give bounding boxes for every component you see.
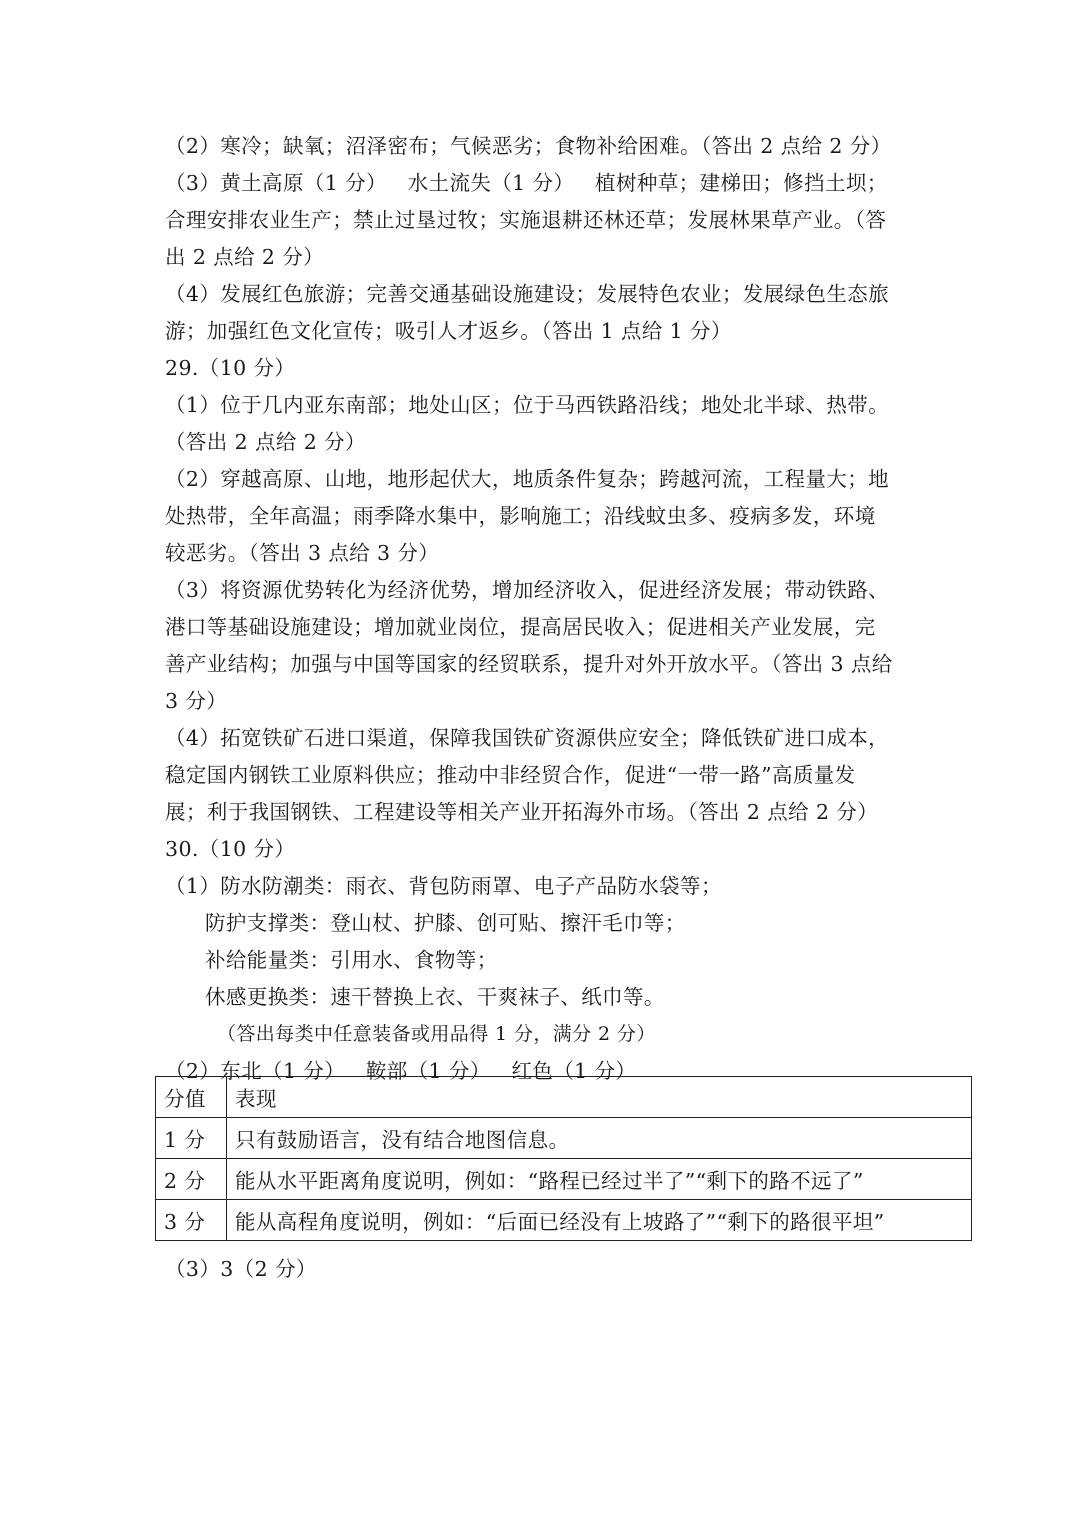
table-row bbox=[156, 1200, 972, 1241]
table-row bbox=[156, 1118, 972, 1159]
scoring-note: （答出每类中任意装备或用品得 1 分，满分 2 分） bbox=[217, 1023, 656, 1045]
text-line: （答出 2 点给 2 分） bbox=[165, 430, 366, 454]
text-line: （2）寒冷；缺氧；沼泽密布；气候恶劣；食物补给困难。（答出 2 点给 2 分） bbox=[165, 134, 892, 158]
answer-29-3 bbox=[165, 572, 925, 720]
text-line: （3）黄土高原（1 分） 水土流失（1 分） 植树种草；建梯田；修挡土坝； bbox=[165, 171, 888, 195]
answer-29-4 bbox=[165, 720, 925, 831]
answer-content bbox=[165, 128, 925, 1090]
text-line: 港口等基础设施建设；增加就业岗位，提高居民收入；促进相关产业发展，完 bbox=[165, 615, 876, 639]
text-line: 30.（10 分） bbox=[165, 837, 296, 861]
scoring-table bbox=[155, 1076, 972, 1241]
text-line: （1）位于几内亚东南部；地处山区；位于马西铁路沿线；地处北半球、热带。 bbox=[165, 393, 890, 417]
text-line: （3）将资源优势转化为经济优势，增加经济收入，促进经济发展；带动铁路、 bbox=[165, 578, 890, 602]
answer-29-2 bbox=[165, 461, 925, 572]
text-line: 善产业结构；加强与中国等国家的经贸联系，提升对外开放水平。（答出 3 点给 bbox=[165, 652, 893, 676]
table-header-cell: 分值 bbox=[156, 1077, 227, 1118]
text-line: 休感更换类：速干替换上衣、干爽袜子、纸巾等。 bbox=[205, 985, 665, 1009]
table-cell: 1 分 bbox=[156, 1118, 227, 1159]
table-header-cell: 表现 bbox=[227, 1077, 972, 1118]
text-line: 3 分） bbox=[165, 689, 228, 713]
text-line: 游；加强红色文化宣传；吸引人才返乡。（答出 1 点给 1 分） bbox=[165, 319, 732, 343]
text-line: （3）3（2 分） bbox=[165, 1257, 317, 1281]
answer-28-2 bbox=[165, 128, 925, 165]
table-cell: 3 分 bbox=[156, 1200, 227, 1241]
text-line: （1）防水防潮类：雨衣、背包防雨罩、电子产品防水袋等； bbox=[165, 874, 722, 898]
text-line: （4）发展红色旅游；完善交通基础设施建设；发展特色农业；发展绿色生态旅 bbox=[165, 282, 890, 306]
text-line: （2）东北（1 分） 鞍部（1 分） 红色（1 分） bbox=[165, 1059, 637, 1083]
text-line: 29.（10 分） bbox=[165, 356, 296, 380]
question-29-heading bbox=[165, 350, 925, 387]
text-line: （2）穿越高原、山地，地形起伏大，地质条件复杂；跨越河流，工程量大；地 bbox=[165, 467, 890, 491]
table-cell: 只有鼓励语言，没有结合地图信息。 bbox=[227, 1118, 972, 1159]
answer-29-1 bbox=[165, 387, 925, 461]
text-line: 出 2 点给 2 分） bbox=[165, 245, 325, 269]
answer-28-3 bbox=[165, 165, 925, 276]
answer-30-1 bbox=[165, 868, 925, 1053]
text-line: （4）拓宽铁矿石进口渠道，保障我国铁矿资源供应安全；降低铁矿进口成本， bbox=[165, 726, 890, 750]
text-line: 防护支撑类：登山杖、护膝、创可贴、擦汗毛巾等； bbox=[205, 911, 686, 935]
table-cell: 2 分 bbox=[156, 1159, 227, 1200]
question-30-heading bbox=[165, 831, 925, 868]
text-line: 稳定国内钢铁工业原料供应；推动中非经贸合作，促进“一带一路”高质量发 bbox=[165, 763, 856, 787]
table-header-row bbox=[156, 1077, 972, 1118]
answer-28-4 bbox=[165, 276, 925, 350]
answer-30-3 bbox=[165, 1251, 317, 1288]
text-line: 合理安排农业生产；禁止过垦过牧；实施退耕还林还草；发展林果草产业。（答 bbox=[165, 208, 887, 232]
text-line: 展；利于我国钢铁、工程建设等相关产业开拓海外市场。（答出 2 点给 2 分） bbox=[165, 800, 879, 824]
table-cell: 能从水平距离角度说明，例如：“路程已经过半了”“剩下的路不远了” bbox=[227, 1159, 972, 1200]
table-cell: 能从高程角度说明，例如：“后面已经没有上坡路了”“剩下的路很平坦” bbox=[227, 1200, 972, 1241]
text-line: 补给能量类：引用水、食物等； bbox=[205, 948, 498, 972]
table-row bbox=[156, 1159, 972, 1200]
text-line: 处热带，全年高温；雨季降水集中，影响施工；沿线蚊虫多、疫病多发，环境 bbox=[165, 504, 876, 528]
text-line: 较恶劣。（答出 3 点给 3 分） bbox=[165, 541, 440, 565]
